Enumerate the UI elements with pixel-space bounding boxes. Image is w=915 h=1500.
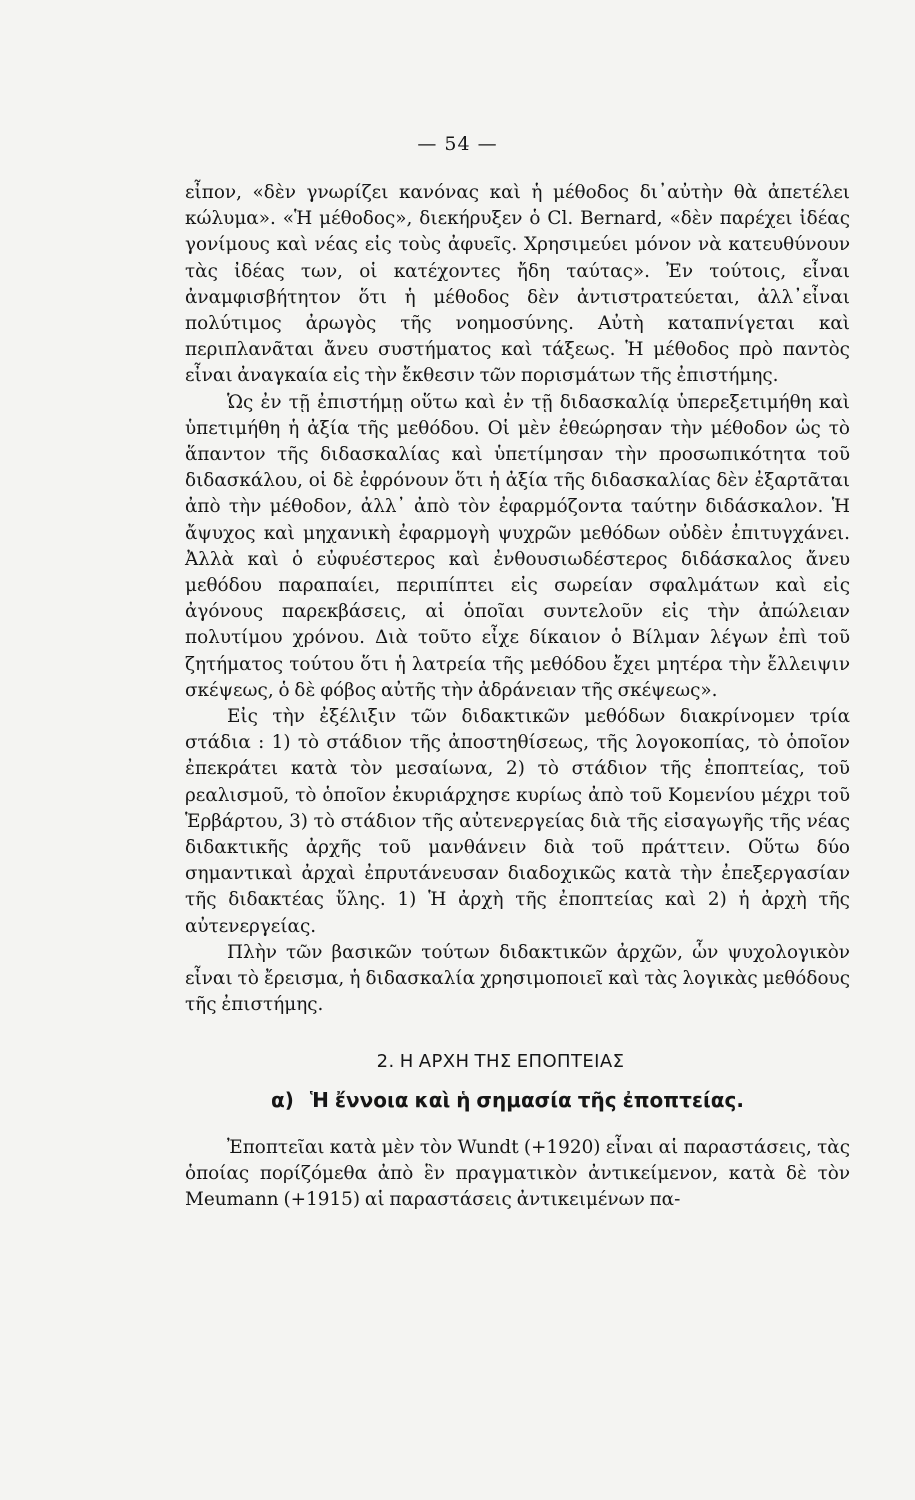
paragraph-observation-definition: Ἐποπτεῖαι κατὰ μὲν τὸν Wundt (+1920) εἶναι αἱ παραστάσεις, τὰς ὁποίας πορίζόμεθα ἀπὸ ἓν πραγματικὸν ἀντικείμενον, κατὰ δὲ τὸν Meumann (+1915) αἱ παραστάσεις ἀντικειμένων πα- xyxy=(185,1136,850,1210)
page-number: — 54 — xyxy=(417,133,498,155)
paragraph-logical-methods: Πλὴν τῶν βασικῶν τούτων διδακτικῶν ἀρχῶν, ὧν ψυχολογικὸν εἶναι τὸ ἔρεισμα, ἡ διδασκαλία χρησιμοποιεῖ καὶ τὰς λογικὰς μεθόδους τῆς ἐπιστήμης. xyxy=(185,941,850,1016)
paragraph-method-quote: εἶπον, «δὲν γνωρίζει κανόνας καὶ ἡ μέθοδος δι᾽αὐτὴν θὰ ἀπετέλει κώλυμα». «Ἡ μέθοδος», διεκήρυξεν ὁ Cl. Bernard, «δὲν παρέχει ἰδέας γονίμους καὶ νέας εἰς τοὺς ἀφυεῖς. Χρησιμεύει μόνον νὰ κατευθύνουν τὰς ἰδέας των, οἱ κατέχοντες ἤδη ταύτας». Ἐν τούτοις, εἶναι ἀναμφισβήτητον ὅτι ἡ μέθοδος δὲν ἀντιστρατεύεται, ἀλλ᾽εἶναι πολύτιμος ἀρωγὸς τῆς νοημοσύνης. Αὐτὴ καταπνίγεται καὶ περιπλανᾶται ἄνευ συστήματος καὶ τάξεως. Ἡ μέθοδος πρὸ παντὸς εἶναι ἀναγκαία εἰς τὴν ἔκθεσιν τῶν πορισμάτων τῆς ἐπιστήμης. xyxy=(185,182,850,387)
subsection-label: α) xyxy=(271,1087,294,1112)
section-heading: 2. Η ΑΡΧΗ ΤΗΣ ΕΠΟΠΤΕΙΑΣ xyxy=(376,1050,625,1072)
paragraph-method-value: Ὡς ἐν τῇ ἐπιστήμῃ οὕτω καὶ ἐν τῇ διδασκαλίᾳ ὑπερεξετιμήθη καὶ ὑπετιμήθη ἡ ἀξία τῆς μεθόδου. Οἱ μὲν ἐθεώρησαν τὴν μέθοδον ὡς τὸ ἅπαντον τῆς διδασκαλίας καὶ ὑπετίμησαν τὴν προσωπικότητα τοῦ διδασκάλου, οἱ δὲ ἐφρόνουν ὅτι ἡ ἀξία τῆς διδασκαλίας δὲν ἐξαρτᾶται ἀπὸ τὴν μέθοδον, ἀλλ᾽ ἀπὸ τὸν ἐφαρμόζοντα ταύτην διδάσκαλον. Ἡ ἄψυχος καὶ μηχανικὴ ἐφαρμογὴ ψυχρῶν μεθόδων οὐδὲν ἐπιτυγχάνει. Ἀλλὰ καὶ ὁ εὐφυέστερος καὶ ἐνθουσιωδέστερος διδάσκαλος ἄνευ μεθόδου παραπαίει, περιπίπτει εἰς σωρείαν σφαλμάτων καὶ εἰς ἀγόνους παρεκβάσεις, αἱ ὁποῖαι συντελοῦν εἰς τὴν ἀπώλειαν πολυτίμου χρόνου. Διὰ τοῦτο εἶχε δίκαιον ὁ Βίλμαν λέγων ἐπὶ τοῦ ζητήματος τούτου ὅτι ἡ λατρεία τῆς μεθόδου ἔχει μητέρα τὴν ἔλλειψιν σκέψεως, ὁ δὲ φόβος αὐτῆς τὴν ἀδράνειαν τῆς σκέψεως». xyxy=(185,391,850,701)
subsection-title: Ἡ ἔννοια καὶ ἡ σημασία τῆς ἐποπτείας. xyxy=(309,1087,744,1112)
subsection-heading xyxy=(185,1085,850,1115)
paragraph-method-stages: Εἰς τὴν ἐξέλιξιν τῶν διδακτικῶν μεθόδων διακρίνομεν τρία στάδια : 1) τὸ στάδιον τῆς ἀποστηθίσεως, τῆς λογοκοπίας, τὸ ὁποῖον ἐπεκράτει κατὰ τὸν μεσαίωνα, 2) τὸ στάδιον τῆς ἐποπτείας, τοῦ ρεαλισμοῦ, τὸ ὁποῖον ἐκυριάρχησε κυρίως ἀπὸ τοῦ Κομενίου μέχρι τοῦ Ἑρβάρτου, 3) τὸ στάδιον τῆς αὐτενεργείας διὰ τῆς εἰσαγωγῆς τῆς νέας διδακτικῆς ἀρχῆς τοῦ μανθάνειν διὰ τοῦ πράττειν. Οὕτω δύο σημαντικαὶ ἀρχαὶ ἐπρυτάνευσαν διαδοχικῶς κατὰ τὴν ἐπεξεργασίαν τῆς διδακτέας ὕλης. 1) Ἡ ἀρχὴ τῆς ἐποπτείας καὶ 2) ἡ ἀρχὴ τῆς αὐτενεργείας. xyxy=(185,706,850,937)
main-text xyxy=(185,180,850,1213)
